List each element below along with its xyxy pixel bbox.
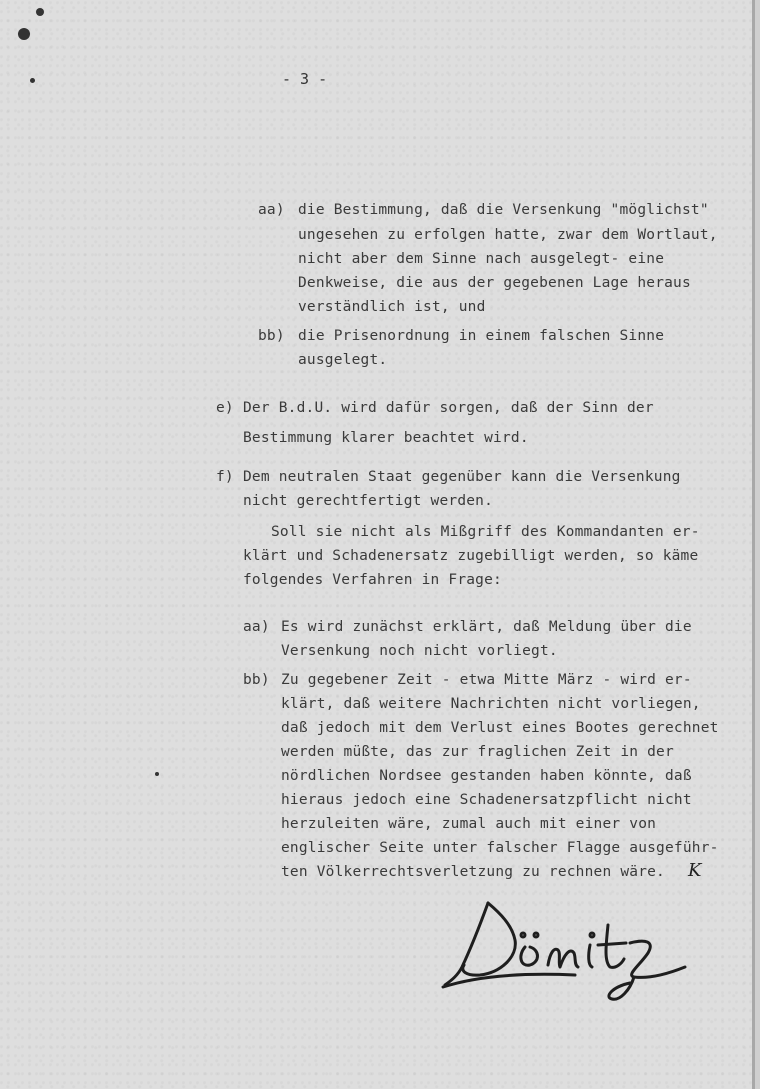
item-bb-line: ausgelegt.	[298, 352, 388, 368]
item-bb-line: die Prisenordnung in einem falschen Sinne	[298, 328, 665, 344]
item-aa-line: nicht aber dem Sinne nach ausgelegt- eine	[298, 251, 665, 267]
punch-mark	[36, 8, 44, 16]
f-aa-line: Es wird zunächst erklärt, daß Meldung über die	[281, 619, 692, 635]
section-e-label: e)	[216, 400, 234, 416]
item-bb-label: bb)	[258, 328, 285, 344]
punch-mark	[30, 78, 35, 83]
f-bb-line: herzuleiten wäre, zumal auch mit einer von	[281, 816, 657, 832]
item-aa-line: verständlich ist, und	[298, 299, 486, 315]
handwritten-mark: K	[688, 860, 702, 881]
item-aa-line: Denkweise, die aus der gegebenen Lage heraus	[298, 275, 691, 291]
section-f-paragraph: Soll sie nicht als Mißgriff des Kommandanten er-	[271, 524, 700, 540]
section-f-line: nicht gerechtfertigt werden.	[243, 493, 494, 509]
item-aa-label: aa)	[258, 202, 285, 218]
f-bb-line: daß jedoch mit dem Verlust eines Bootes gerechnet	[281, 720, 719, 736]
punch-mark	[155, 772, 159, 776]
f-bb-line: ten Völkerrechtsverletzung zu rechnen wäre.	[281, 864, 665, 880]
punch-mark	[18, 28, 30, 40]
f-bb-line: englischer Seite unter falscher Flagge ausgeführ-	[281, 840, 719, 856]
f-bb-line: hieraus jedoch eine Schadenersatzpflicht nicht	[281, 792, 692, 808]
item-aa-line: die Bestimmung, daß die Versenkung "möglichst"	[298, 202, 709, 218]
f-bb-label: bb)	[243, 672, 270, 688]
section-f-label: f)	[216, 469, 234, 485]
f-aa-line: Versenkung noch nicht vorliegt.	[281, 643, 558, 659]
page-number: - 3 -	[282, 70, 328, 88]
f-aa-label: aa)	[243, 619, 270, 635]
item-aa-line: ungesehen zu erfolgen hatte, zwar dem Wortlaut,	[298, 227, 718, 243]
section-f-line: Dem neutralen Staat gegenüber kann die Versenkung	[243, 469, 681, 485]
f-bb-line: nördlichen Nordsee gestanden haben könnte, daß	[281, 768, 692, 784]
section-e-line: Bestimmung klarer beachtet wird.	[243, 430, 529, 446]
f-bb-line: Zu gegebener Zeit - etwa Mitte März - wird er-	[281, 672, 692, 688]
section-f-paragraph: folgendes Verfahren in Frage:	[243, 572, 502, 588]
section-e-line: Der B.d.U. wird dafür sorgen, daß der Sinn der	[243, 400, 654, 416]
f-bb-line: klärt, daß weitere Nachrichten nicht vorliegen,	[281, 696, 701, 712]
signature-image	[440, 895, 690, 1015]
section-f-paragraph: klärt und Schadenersatz zugebilligt werden, so käme	[243, 548, 699, 564]
f-bb-line: werden müßte, das zur fraglichen Zeit in der	[281, 744, 674, 760]
